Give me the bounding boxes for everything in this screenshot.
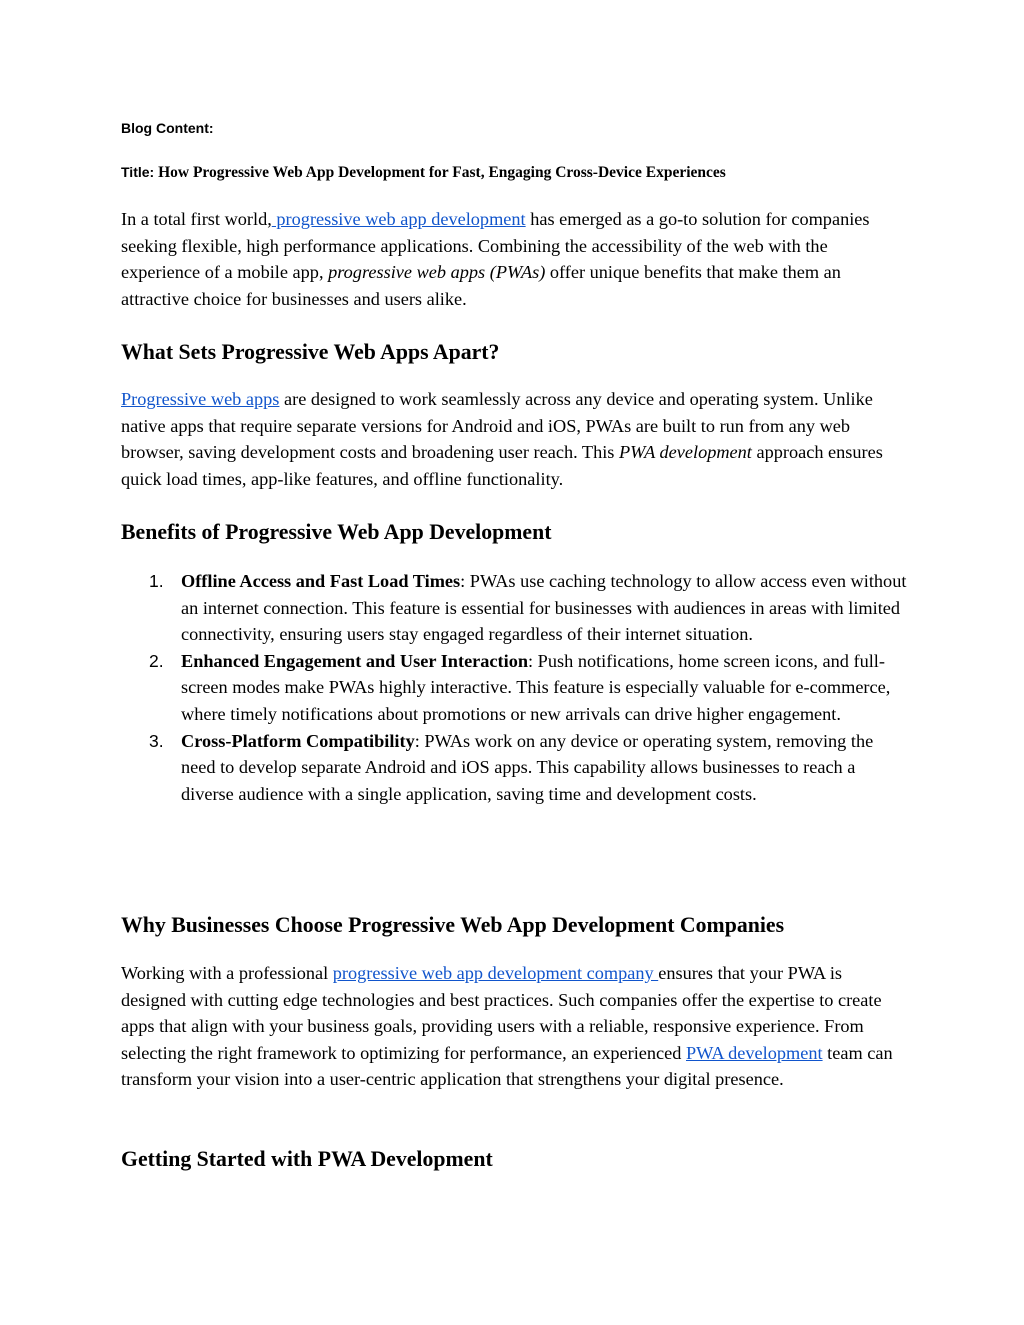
heading-benefits: Benefits of Progressive Web App Development [121, 520, 552, 544]
intro-text-middle: has emerged as a go-to solution for companies seeking flexible, high performance applications. Combining the accessibility of the web with the experience of a mobile app, [121, 209, 870, 283]
heading-what-sets-apart: What Sets Progressive Web Apps Apart? [121, 340, 500, 364]
title-text: How Progressive Web App Development for Fast, Engaging Cross-Device Experiences [158, 164, 726, 181]
list-item [121, 648, 907, 728]
list-item-text: : Push notifications, home screen icons, and full-screen modes make PWAs highly interactive. This feature is especially valuable for e-commerce, where timely notifications about promotions or new arrivals can drive higher engagement. [181, 650, 891, 724]
list-item-title: Offline Access and Fast Load Times [181, 571, 461, 591]
heading-why-businesses: Why Businesses Choose Progressive Web App Development Companies [121, 913, 785, 937]
list-item-text: : PWAs work on any device or operating system, removing the need to develop separate Android and iOS apps. This capability allows businesses to reach a diverse audience with a single application, saving time and development costs. [181, 730, 874, 804]
heading-getting-started: Getting Started with PWA Development [121, 1147, 493, 1171]
why-text-3: team can transform your vision into a user-centric application that strengthens your digital presence. [121, 1042, 893, 1090]
why-text-1: Working with a professional [121, 963, 333, 983]
pwa-development-company-link[interactable]: progressive web app development company [332, 963, 659, 983]
benefits-list [121, 568, 907, 807]
list-item-title: Enhanced Engagement and User Interaction [181, 650, 529, 671]
why-text-2: ensures that your PWA is designed with cutting edge technologies and best practices. Such companies offer the expertise to create apps that align with your business goals, providing users with a reliable, responsive experience. From selecting the right framework to optimizing for performance, an experienced [121, 963, 882, 1063]
apart-text-1: are designed to work seamlessly across any device and operating system. Unlike native apps that require separate versions for Android and iOS, PWAs are built to run from any web browser, saving development costs and broadening user reach. This [121, 389, 873, 463]
list-item [121, 728, 907, 808]
pwa-development-link[interactable]: progressive web app development [271, 209, 526, 229]
blog-title [121, 164, 726, 182]
intro-italic-pwas: progressive web apps (PWAs) [328, 262, 546, 283]
progressive-web-apps-link[interactable]: Progressive web apps [121, 389, 280, 409]
list-item-title: Cross-Platform Compatibility [181, 730, 415, 751]
list-number: 1. [149, 571, 164, 591]
pwa-development-link-2[interactable]: PWA development [685, 1042, 823, 1063]
blog-content-label: Blog Content: [121, 120, 214, 136]
intro-paragraph [121, 206, 907, 312]
apart-paragraph [121, 386, 907, 492]
list-item [121, 568, 907, 648]
why-businesses-paragraph [121, 960, 907, 1093]
list-number: 2. [149, 650, 164, 671]
apart-italic-pwa-development: PWA development [618, 442, 752, 463]
list-number: 3. [149, 730, 164, 751]
apart-text-2: approach ensures quick load times, app-like features, and offline functionality. [121, 442, 883, 489]
intro-text-start: In a total first world, [121, 209, 272, 229]
list-item-text: : PWAs use caching technology to allow access even without an internet connection. This feature is essential for businesses with audiences in areas with limited connectivity, ensuring users stay engaged regardless of their internet situation. [181, 571, 907, 645]
title-prefix: Title: [121, 164, 155, 180]
intro-text-end: offer unique benefits that make them an attractive choice for businesses and users alike. [121, 262, 841, 309]
